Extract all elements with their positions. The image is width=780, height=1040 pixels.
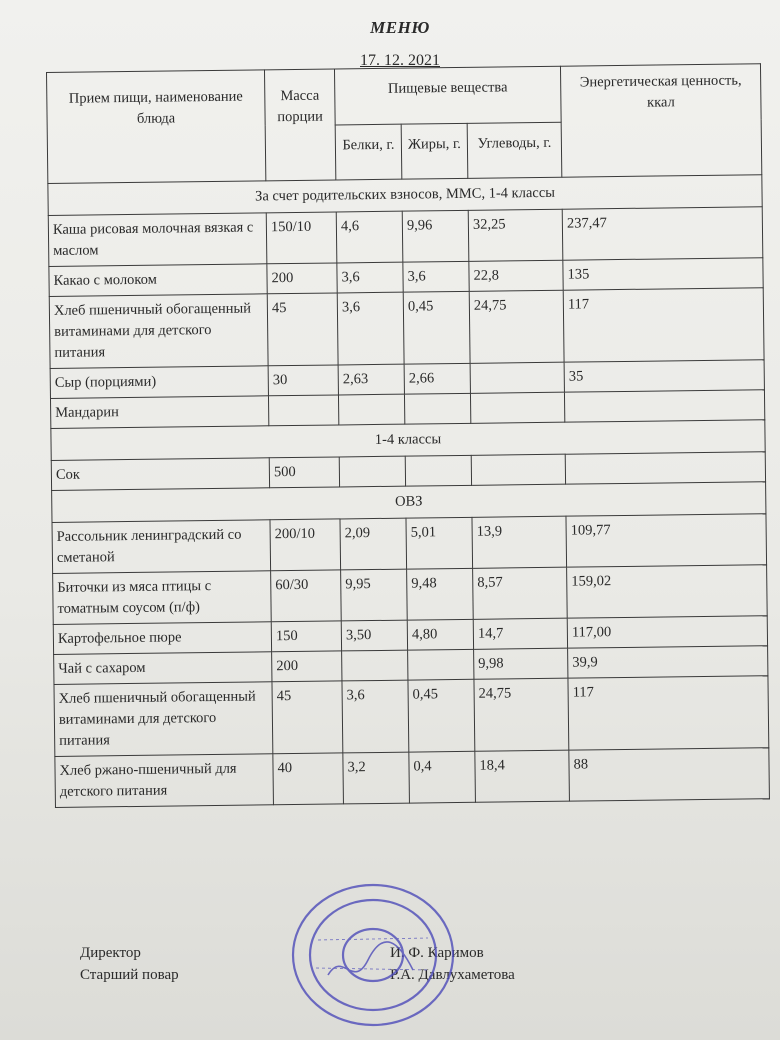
cell-protein: 4,6 bbox=[336, 211, 403, 263]
cell-dish: Хлеб ржано-пшеничный для детского питания bbox=[55, 754, 274, 808]
cell-dish: Сок bbox=[51, 458, 269, 491]
cell-carbs: 13,9 bbox=[472, 516, 567, 568]
cell-mass: 200 bbox=[267, 263, 337, 294]
cell-dish: Каша рисовая молочная вязкая с маслом bbox=[48, 213, 267, 267]
cell-mass bbox=[268, 395, 338, 426]
cell-fat bbox=[405, 455, 471, 486]
cell-mass: 30 bbox=[268, 365, 338, 396]
cell-fat: 2,66 bbox=[404, 363, 470, 394]
cell-fat bbox=[408, 649, 474, 680]
table-row bbox=[54, 676, 769, 757]
section-title: ОВЗ bbox=[52, 482, 766, 523]
cell-dish: Хлеб пшеничный обогащенный витаминами для детского питания bbox=[54, 682, 273, 757]
cell-carbs: 32,25 bbox=[468, 209, 563, 261]
cell-mass: 200/10 bbox=[270, 519, 341, 571]
cell-fat: 3,6 bbox=[403, 261, 469, 292]
cell-carbs bbox=[471, 454, 565, 485]
cell-energy bbox=[565, 452, 765, 484]
header-dish: Прием пищи, наименование блюда bbox=[47, 70, 266, 184]
table-row bbox=[48, 207, 763, 267]
cell-mass: 60/30 bbox=[271, 570, 342, 622]
cell-energy: 117 bbox=[568, 676, 769, 750]
round-seal-stamp-icon bbox=[288, 880, 458, 1030]
cell-protein: 9,95 bbox=[341, 569, 408, 621]
cell-carbs: 22,8 bbox=[469, 260, 563, 291]
cell-energy: 109,77 bbox=[566, 514, 767, 567]
cell-carbs: 24,75 bbox=[474, 678, 569, 751]
cell-dish: Хлеб пшеничный обогащенный витаминами для детского питания bbox=[49, 294, 268, 369]
cell-protein bbox=[342, 650, 408, 681]
cell-dish: Биточки из мяса птицы с томатным соусом (п/ф) bbox=[53, 571, 272, 625]
menu-date: 17. 12. 2021 bbox=[360, 52, 440, 69]
cell-carbs: 24,75 bbox=[469, 290, 564, 363]
cell-mass: 500 bbox=[269, 457, 339, 488]
signatures-block bbox=[80, 942, 515, 986]
header-row bbox=[47, 64, 762, 128]
signature-chef bbox=[80, 964, 515, 986]
cell-fat bbox=[404, 393, 470, 424]
header-fat: Жиры, г. bbox=[401, 123, 468, 179]
cell-fat: 9,48 bbox=[407, 568, 474, 620]
signature-name: И. Ф. Каримов bbox=[390, 945, 484, 961]
cell-protein bbox=[338, 394, 404, 425]
cell-protein: 2,63 bbox=[338, 364, 404, 395]
cell-dish: Сыр (порциями) bbox=[50, 366, 268, 399]
header-protein: Белки, г. bbox=[335, 124, 402, 180]
cell-carbs: 9,98 bbox=[474, 648, 568, 679]
cell-fat: 0,45 bbox=[403, 291, 470, 364]
cell-energy: 88 bbox=[569, 748, 770, 801]
signature-director bbox=[80, 942, 484, 964]
cell-protein: 3,50 bbox=[341, 620, 407, 651]
cell-protein: 3,6 bbox=[337, 292, 404, 365]
cell-mass: 200 bbox=[272, 651, 342, 682]
cell-carbs bbox=[470, 362, 564, 393]
cell-carbs bbox=[470, 392, 564, 423]
cell-fat: 5,01 bbox=[406, 517, 473, 569]
cell-energy: 237,47 bbox=[562, 207, 763, 260]
cell-energy: 35 bbox=[564, 360, 764, 392]
cell-mass: 45 bbox=[272, 681, 343, 754]
header-nutrients: Пищевые вещества bbox=[334, 66, 561, 124]
cell-fat: 4,80 bbox=[407, 619, 473, 650]
cell-energy: 135 bbox=[563, 258, 763, 290]
page-title: МЕНЮ bbox=[370, 18, 430, 37]
section-title: За счет родительских взносов, ММС, 1-4 классы bbox=[48, 175, 762, 216]
cell-carbs: 14,7 bbox=[473, 618, 567, 649]
header-carbs: Углеводы, г. bbox=[467, 122, 562, 179]
cell-carbs: 8,57 bbox=[473, 567, 568, 619]
cell-carbs: 18,4 bbox=[475, 750, 570, 802]
table-row bbox=[55, 748, 770, 808]
section-title: 1-4 классы bbox=[51, 420, 765, 461]
signature-role: Старший повар bbox=[80, 967, 179, 983]
cell-mass: 45 bbox=[267, 293, 338, 366]
header-mass: Масса порции bbox=[264, 69, 335, 181]
cell-protein: 3,6 bbox=[337, 262, 403, 293]
cell-fat: 9,96 bbox=[402, 210, 469, 262]
cell-protein bbox=[339, 456, 405, 487]
table-row bbox=[52, 514, 767, 574]
cell-energy: 117 bbox=[563, 288, 764, 362]
menu-table bbox=[46, 63, 770, 808]
cell-energy: 117,00 bbox=[567, 616, 767, 648]
cell-dish: Какао с молоком bbox=[49, 264, 267, 297]
cell-mass: 40 bbox=[273, 753, 344, 805]
cell-energy: 159,02 bbox=[567, 565, 768, 618]
cell-mass: 150 bbox=[271, 621, 341, 652]
cell-fat: 0,4 bbox=[409, 751, 476, 803]
cell-protein: 3,2 bbox=[343, 752, 410, 804]
table-row bbox=[49, 288, 764, 369]
signature-name: Р.А. Давлухаметова bbox=[390, 967, 515, 983]
cell-fat: 0,45 bbox=[408, 679, 475, 752]
table-row bbox=[53, 565, 768, 625]
cell-mass: 150/10 bbox=[266, 212, 337, 264]
signature-role: Директор bbox=[80, 945, 141, 961]
header-energy: Энергетическая ценность, ккал bbox=[560, 64, 761, 177]
cell-dish: Мандарин bbox=[50, 396, 268, 429]
cell-dish: Картофельное пюре bbox=[53, 622, 271, 655]
cell-energy: 39,9 bbox=[568, 646, 768, 678]
cell-protein: 2,09 bbox=[340, 518, 407, 570]
cell-protein: 3,6 bbox=[342, 680, 409, 753]
cell-energy bbox=[564, 390, 764, 422]
menu-sheet bbox=[46, 63, 770, 808]
cell-dish: Чай с сахаром bbox=[54, 652, 272, 685]
cell-dish: Рассольник ленинградский со сметаной bbox=[52, 520, 271, 574]
